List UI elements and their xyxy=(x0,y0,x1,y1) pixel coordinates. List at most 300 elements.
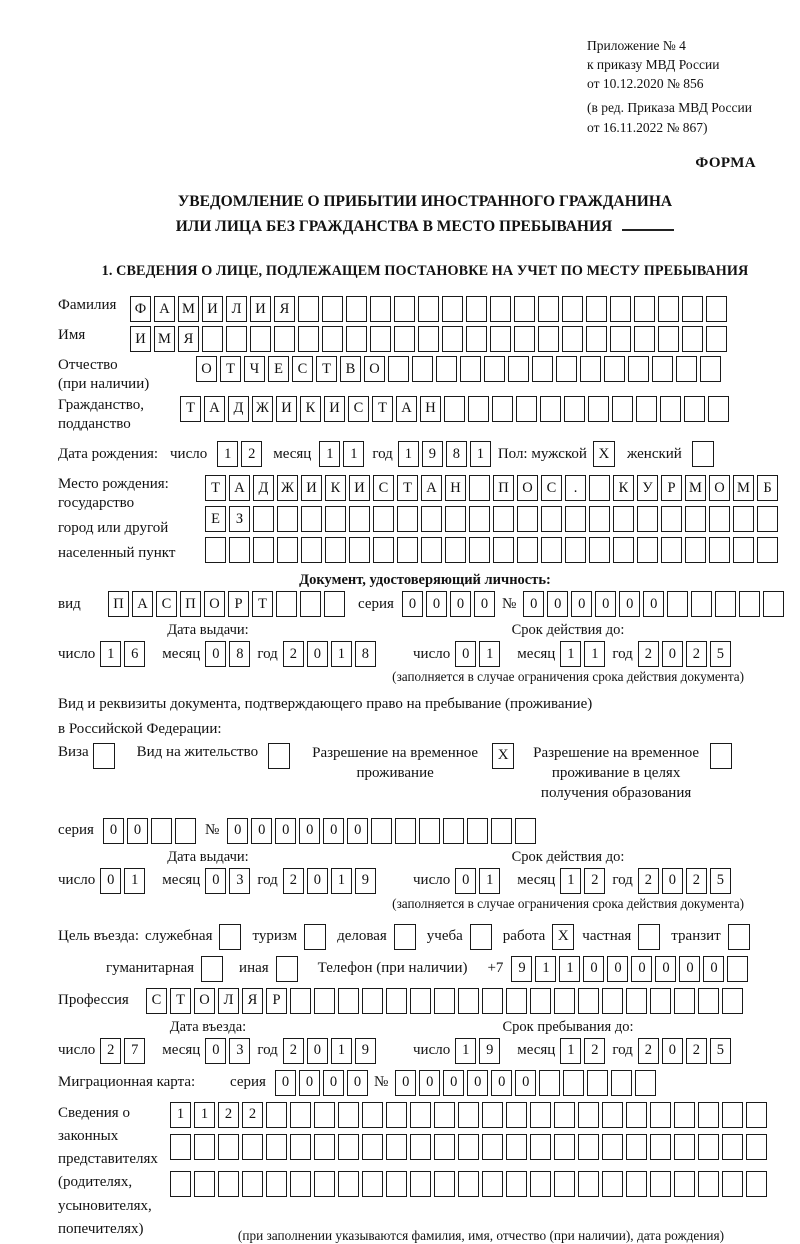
char-box[interactable]: О xyxy=(517,475,538,501)
char-box[interactable]: 0 xyxy=(100,868,121,894)
char-box[interactable] xyxy=(563,1070,584,1096)
char-box[interactable] xyxy=(700,356,721,382)
char-box[interactable] xyxy=(637,537,658,563)
char-box[interactable] xyxy=(298,296,319,322)
name-boxes[interactable] xyxy=(130,326,730,352)
doc-valid-year-boxes[interactable] xyxy=(638,641,734,667)
char-box[interactable] xyxy=(587,1070,608,1096)
char-box[interactable] xyxy=(469,537,490,563)
char-box[interactable] xyxy=(727,956,748,982)
char-box[interactable] xyxy=(506,988,527,1014)
char-box[interactable]: Я xyxy=(274,296,295,322)
purpose-humanitarian-checkbox[interactable] xyxy=(201,956,223,982)
char-box[interactable]: 2 xyxy=(686,1038,707,1064)
char-box[interactable] xyxy=(706,326,727,352)
char-box[interactable] xyxy=(484,356,505,382)
char-box[interactable]: 7 xyxy=(124,1038,145,1064)
char-box[interactable] xyxy=(314,1102,335,1128)
char-box[interactable] xyxy=(578,988,599,1014)
residence-series-boxes[interactable] xyxy=(103,818,199,844)
char-box[interactable]: 0 xyxy=(643,591,664,617)
char-box[interactable]: 0 xyxy=(307,1038,328,1064)
char-box[interactable] xyxy=(277,537,298,563)
char-box[interactable]: И xyxy=(250,296,271,322)
char-box[interactable] xyxy=(538,296,559,322)
char-box[interactable] xyxy=(530,1102,551,1128)
purpose-work-checkbox[interactable]: X xyxy=(552,924,574,950)
char-box[interactable] xyxy=(515,818,536,844)
char-box[interactable]: Н xyxy=(445,475,466,501)
char-box[interactable]: И xyxy=(301,475,322,501)
char-box[interactable]: 1 xyxy=(455,1038,476,1064)
char-box[interactable]: 3 xyxy=(229,1038,250,1064)
char-box[interactable] xyxy=(266,1134,287,1160)
char-box[interactable] xyxy=(538,326,559,352)
char-box[interactable]: О xyxy=(364,356,385,382)
char-box[interactable]: И xyxy=(324,396,345,422)
char-box[interactable]: 2 xyxy=(283,868,304,894)
char-box[interactable] xyxy=(442,296,463,322)
char-box[interactable]: И xyxy=(202,296,223,322)
char-box[interactable]: 1 xyxy=(319,441,340,467)
char-box[interactable] xyxy=(325,506,346,532)
char-box[interactable]: 1 xyxy=(331,1038,352,1064)
char-box[interactable] xyxy=(650,1134,671,1160)
char-box[interactable] xyxy=(277,506,298,532)
char-box[interactable] xyxy=(394,296,415,322)
char-box[interactable] xyxy=(514,326,535,352)
char-box[interactable]: 1 xyxy=(331,641,352,667)
char-box[interactable] xyxy=(397,506,418,532)
char-box[interactable] xyxy=(612,396,633,422)
char-box[interactable] xyxy=(194,1134,215,1160)
birth-month-boxes[interactable] xyxy=(319,441,367,467)
char-box[interactable]: П xyxy=(108,591,129,617)
char-box[interactable]: 2 xyxy=(283,641,304,667)
char-box[interactable]: 0 xyxy=(205,641,226,667)
purpose-transit-checkbox[interactable] xyxy=(728,924,750,950)
char-box[interactable]: Л xyxy=(218,988,239,1014)
char-box[interactable] xyxy=(458,1171,479,1197)
char-box[interactable]: 1 xyxy=(560,641,581,667)
char-box[interactable]: О xyxy=(709,475,730,501)
char-box[interactable] xyxy=(322,296,343,322)
char-box[interactable] xyxy=(362,1102,383,1128)
char-box[interactable] xyxy=(506,1134,527,1160)
residence-issue-day-boxes[interactable] xyxy=(100,868,148,894)
char-box[interactable] xyxy=(370,296,391,322)
char-box[interactable] xyxy=(517,537,538,563)
char-box[interactable]: 8 xyxy=(229,641,250,667)
char-box[interactable]: Е xyxy=(205,506,226,532)
char-box[interactable] xyxy=(482,988,503,1014)
char-box[interactable]: 0 xyxy=(455,641,476,667)
doc-valid-month-boxes[interactable] xyxy=(560,641,608,667)
char-box[interactable]: 0 xyxy=(571,591,592,617)
char-box[interactable]: П xyxy=(493,475,514,501)
char-box[interactable]: 9 xyxy=(355,868,376,894)
char-box[interactable]: 0 xyxy=(655,956,676,982)
char-box[interactable]: И xyxy=(349,475,370,501)
char-box[interactable] xyxy=(410,1171,431,1197)
doc-issue-year-boxes[interactable] xyxy=(283,641,379,667)
char-box[interactable] xyxy=(660,396,681,422)
char-box[interactable] xyxy=(290,1134,311,1160)
char-box[interactable]: Я xyxy=(178,326,199,352)
char-box[interactable] xyxy=(626,988,647,1014)
char-box[interactable] xyxy=(410,1134,431,1160)
char-box[interactable] xyxy=(493,506,514,532)
char-box[interactable] xyxy=(386,1102,407,1128)
char-box[interactable] xyxy=(554,1171,575,1197)
char-box[interactable] xyxy=(482,1171,503,1197)
char-box[interactable] xyxy=(314,988,335,1014)
char-box[interactable]: 1 xyxy=(559,956,580,982)
char-box[interactable] xyxy=(708,396,729,422)
char-box[interactable] xyxy=(685,506,706,532)
char-box[interactable]: Б xyxy=(757,475,778,501)
char-box[interactable] xyxy=(698,1102,719,1128)
char-box[interactable]: 2 xyxy=(241,441,262,467)
char-box[interactable] xyxy=(626,1171,647,1197)
char-box[interactable] xyxy=(205,537,226,563)
char-box[interactable]: О xyxy=(204,591,225,617)
char-box[interactable]: 9 xyxy=(355,1038,376,1064)
char-box[interactable]: 1 xyxy=(100,641,121,667)
entry-day-boxes[interactable] xyxy=(100,1038,148,1064)
char-box[interactable] xyxy=(458,1134,479,1160)
doc-issue-month-boxes[interactable] xyxy=(205,641,253,667)
char-box[interactable] xyxy=(434,988,455,1014)
char-box[interactable] xyxy=(444,396,465,422)
representatives-row1-boxes[interactable] xyxy=(170,1102,770,1128)
char-box[interactable] xyxy=(674,988,695,1014)
purpose-other-checkbox[interactable] xyxy=(276,956,298,982)
purpose-official-checkbox[interactable] xyxy=(219,924,241,950)
char-box[interactable] xyxy=(578,1171,599,1197)
char-box[interactable]: 0 xyxy=(474,591,495,617)
char-box[interactable] xyxy=(373,506,394,532)
char-box[interactable]: 0 xyxy=(395,1070,416,1096)
char-box[interactable] xyxy=(658,326,679,352)
char-box[interactable] xyxy=(722,988,743,1014)
char-box[interactable]: 0 xyxy=(251,818,272,844)
char-box[interactable] xyxy=(250,326,271,352)
char-box[interactable] xyxy=(338,1134,359,1160)
char-box[interactable] xyxy=(338,1171,359,1197)
char-box[interactable] xyxy=(218,1134,239,1160)
char-box[interactable]: 0 xyxy=(662,868,683,894)
char-box[interactable] xyxy=(482,1102,503,1128)
char-box[interactable]: 2 xyxy=(686,868,707,894)
birthplace-row3-boxes[interactable] xyxy=(205,537,781,563)
char-box[interactable]: Т xyxy=(252,591,273,617)
char-box[interactable]: Т xyxy=(205,475,226,501)
char-box[interactable]: 2 xyxy=(242,1102,263,1128)
char-box[interactable] xyxy=(667,591,688,617)
char-box[interactable] xyxy=(610,326,631,352)
char-box[interactable]: 8 xyxy=(446,441,467,467)
char-box[interactable]: 1 xyxy=(217,441,238,467)
char-box[interactable] xyxy=(394,326,415,352)
char-box[interactable] xyxy=(290,1102,311,1128)
char-box[interactable] xyxy=(652,356,673,382)
char-box[interactable] xyxy=(589,475,610,501)
char-box[interactable] xyxy=(386,1171,407,1197)
char-box[interactable]: 0 xyxy=(662,1038,683,1064)
char-box[interactable] xyxy=(722,1102,743,1128)
char-box[interactable]: 0 xyxy=(547,591,568,617)
char-box[interactable] xyxy=(349,537,370,563)
char-box[interactable] xyxy=(492,396,513,422)
char-box[interactable]: Т xyxy=(397,475,418,501)
char-box[interactable] xyxy=(539,1070,560,1096)
char-box[interactable] xyxy=(298,326,319,352)
char-box[interactable] xyxy=(386,1134,407,1160)
char-box[interactable] xyxy=(578,1134,599,1160)
char-box[interactable]: 2 xyxy=(218,1102,239,1128)
char-box[interactable]: Р xyxy=(228,591,249,617)
char-box[interactable] xyxy=(685,537,706,563)
char-box[interactable] xyxy=(709,537,730,563)
char-box[interactable]: М xyxy=(733,475,754,501)
char-box[interactable] xyxy=(410,988,431,1014)
residence-permit-checkbox[interactable] xyxy=(268,743,290,769)
birth-year-boxes[interactable] xyxy=(398,441,494,467)
char-box[interactable]: К xyxy=(325,475,346,501)
char-box[interactable] xyxy=(541,506,562,532)
doc-valid-day-boxes[interactable] xyxy=(455,641,503,667)
education-residence-checkbox[interactable] xyxy=(710,743,732,769)
char-box[interactable] xyxy=(362,988,383,1014)
migration-number-boxes[interactable] xyxy=(395,1070,659,1096)
char-box[interactable] xyxy=(674,1134,695,1160)
char-box[interactable]: А xyxy=(154,296,175,322)
char-box[interactable] xyxy=(469,475,490,501)
char-box[interactable] xyxy=(301,506,322,532)
char-box[interactable]: Ж xyxy=(277,475,298,501)
char-box[interactable] xyxy=(242,1171,263,1197)
char-box[interactable] xyxy=(709,506,730,532)
char-box[interactable]: А xyxy=(421,475,442,501)
char-box[interactable] xyxy=(442,326,463,352)
char-box[interactable] xyxy=(650,1102,671,1128)
char-box[interactable]: 0 xyxy=(443,1070,464,1096)
char-box[interactable]: 0 xyxy=(455,868,476,894)
char-box[interactable] xyxy=(458,1102,479,1128)
char-box[interactable]: 9 xyxy=(422,441,443,467)
char-box[interactable] xyxy=(491,818,512,844)
char-box[interactable] xyxy=(698,988,719,1014)
char-box[interactable] xyxy=(170,1171,191,1197)
char-box[interactable] xyxy=(706,296,727,322)
char-box[interactable]: 0 xyxy=(307,641,328,667)
char-box[interactable] xyxy=(300,591,321,617)
char-box[interactable]: С xyxy=(541,475,562,501)
char-box[interactable] xyxy=(514,296,535,322)
char-box[interactable] xyxy=(412,356,433,382)
char-box[interactable]: Р xyxy=(266,988,287,1014)
char-box[interactable] xyxy=(746,1134,767,1160)
char-box[interactable]: 0 xyxy=(103,818,124,844)
residence-issue-month-boxes[interactable] xyxy=(205,868,253,894)
char-box[interactable] xyxy=(373,537,394,563)
char-box[interactable] xyxy=(763,591,784,617)
char-box[interactable]: 1 xyxy=(584,641,605,667)
char-box[interactable] xyxy=(506,1102,527,1128)
char-box[interactable] xyxy=(469,506,490,532)
sex-female-checkbox[interactable] xyxy=(692,441,714,467)
residence-valid-year-boxes[interactable] xyxy=(638,868,734,894)
char-box[interactable] xyxy=(242,1134,263,1160)
surname-boxes[interactable] xyxy=(130,296,730,322)
char-box[interactable] xyxy=(397,537,418,563)
char-box[interactable] xyxy=(370,326,391,352)
stay-day-boxes[interactable] xyxy=(455,1038,503,1064)
char-box[interactable] xyxy=(418,296,439,322)
char-box[interactable] xyxy=(541,537,562,563)
char-box[interactable]: 1 xyxy=(194,1102,215,1128)
char-box[interactable] xyxy=(508,356,529,382)
migration-series-boxes[interactable] xyxy=(275,1070,371,1096)
char-box[interactable] xyxy=(580,356,601,382)
char-box[interactable] xyxy=(202,326,223,352)
char-box[interactable]: 0 xyxy=(703,956,724,982)
char-box[interactable] xyxy=(757,506,778,532)
char-box[interactable] xyxy=(650,988,671,1014)
char-box[interactable] xyxy=(418,326,439,352)
char-box[interactable] xyxy=(682,326,703,352)
char-box[interactable]: С xyxy=(348,396,369,422)
char-box[interactable]: А xyxy=(204,396,225,422)
char-box[interactable] xyxy=(602,1102,623,1128)
char-box[interactable] xyxy=(466,326,487,352)
char-box[interactable]: 3 xyxy=(229,868,250,894)
char-box[interactable] xyxy=(562,326,583,352)
char-box[interactable] xyxy=(698,1171,719,1197)
char-box[interactable]: 0 xyxy=(607,956,628,982)
char-box[interactable]: С xyxy=(156,591,177,617)
citizenship-boxes[interactable] xyxy=(180,396,732,422)
char-box[interactable]: 0 xyxy=(419,1070,440,1096)
char-box[interactable] xyxy=(589,537,610,563)
char-box[interactable] xyxy=(443,818,464,844)
stay-month-boxes[interactable] xyxy=(560,1038,608,1064)
purpose-business-checkbox[interactable] xyxy=(394,924,416,950)
char-box[interactable]: 0 xyxy=(583,956,604,982)
char-box[interactable] xyxy=(506,1171,527,1197)
residence-issue-year-boxes[interactable] xyxy=(283,868,379,894)
char-box[interactable]: Р xyxy=(661,475,682,501)
sex-male-checkbox[interactable]: X xyxy=(593,441,615,467)
char-box[interactable]: И xyxy=(130,326,151,352)
char-box[interactable] xyxy=(194,1171,215,1197)
char-box[interactable] xyxy=(175,818,196,844)
char-box[interactable]: 1 xyxy=(479,641,500,667)
char-box[interactable] xyxy=(602,988,623,1014)
char-box[interactable]: У xyxy=(637,475,658,501)
char-box[interactable] xyxy=(661,537,682,563)
char-box[interactable]: 0 xyxy=(205,1038,226,1064)
doc-series-boxes[interactable] xyxy=(402,591,498,617)
char-box[interactable] xyxy=(733,537,754,563)
char-box[interactable]: 0 xyxy=(275,818,296,844)
char-box[interactable] xyxy=(421,537,442,563)
char-box[interactable] xyxy=(733,506,754,532)
char-box[interactable]: 0 xyxy=(491,1070,512,1096)
char-box[interactable] xyxy=(466,296,487,322)
char-box[interactable]: . xyxy=(565,475,586,501)
char-box[interactable]: А xyxy=(229,475,250,501)
char-box[interactable] xyxy=(517,506,538,532)
char-box[interactable] xyxy=(301,537,322,563)
char-box[interactable] xyxy=(226,326,247,352)
char-box[interactable]: 0 xyxy=(515,1070,536,1096)
char-box[interactable] xyxy=(338,988,359,1014)
char-box[interactable]: Т xyxy=(180,396,201,422)
char-box[interactable]: А xyxy=(132,591,153,617)
char-box[interactable] xyxy=(445,537,466,563)
char-box[interactable]: К xyxy=(300,396,321,422)
char-box[interactable]: 2 xyxy=(686,641,707,667)
char-box[interactable]: Т xyxy=(170,988,191,1014)
char-box[interactable] xyxy=(650,1171,671,1197)
char-box[interactable] xyxy=(613,537,634,563)
profession-boxes[interactable] xyxy=(146,988,746,1014)
char-box[interactable] xyxy=(346,326,367,352)
char-box[interactable]: 0 xyxy=(662,641,683,667)
char-box[interactable]: 0 xyxy=(679,956,700,982)
char-box[interactable]: 8 xyxy=(355,641,376,667)
char-box[interactable] xyxy=(674,1171,695,1197)
char-box[interactable] xyxy=(554,1102,575,1128)
char-box[interactable]: 0 xyxy=(227,818,248,844)
char-box[interactable] xyxy=(602,1171,623,1197)
char-box[interactable]: 5 xyxy=(710,641,731,667)
char-box[interactable] xyxy=(274,326,295,352)
char-box[interactable] xyxy=(468,396,489,422)
char-box[interactable] xyxy=(676,356,697,382)
char-box[interactable] xyxy=(362,1134,383,1160)
char-box[interactable] xyxy=(684,396,705,422)
char-box[interactable]: 0 xyxy=(595,591,616,617)
char-box[interactable] xyxy=(493,537,514,563)
birthplace-row2-boxes[interactable] xyxy=(205,506,781,532)
char-box[interactable] xyxy=(229,537,250,563)
birth-day-boxes[interactable] xyxy=(217,441,265,467)
char-box[interactable] xyxy=(388,356,409,382)
phone-boxes[interactable] xyxy=(511,956,751,982)
char-box[interactable]: Ф xyxy=(130,296,151,322)
char-box[interactable] xyxy=(530,988,551,1014)
char-box[interactable] xyxy=(395,818,416,844)
char-box[interactable] xyxy=(578,1102,599,1128)
char-box[interactable] xyxy=(325,537,346,563)
char-box[interactable] xyxy=(349,506,370,532)
char-box[interactable]: Д xyxy=(228,396,249,422)
char-box[interactable]: 0 xyxy=(307,868,328,894)
doc-issue-day-boxes[interactable] xyxy=(100,641,148,667)
doc-number-boxes[interactable] xyxy=(523,591,787,617)
char-box[interactable] xyxy=(371,818,392,844)
char-box[interactable]: 1 xyxy=(470,441,491,467)
char-box[interactable] xyxy=(661,506,682,532)
char-box[interactable]: 2 xyxy=(638,641,659,667)
char-box[interactable]: В xyxy=(340,356,361,382)
char-box[interactable] xyxy=(490,296,511,322)
char-box[interactable]: 1 xyxy=(331,868,352,894)
char-box[interactable] xyxy=(266,1171,287,1197)
